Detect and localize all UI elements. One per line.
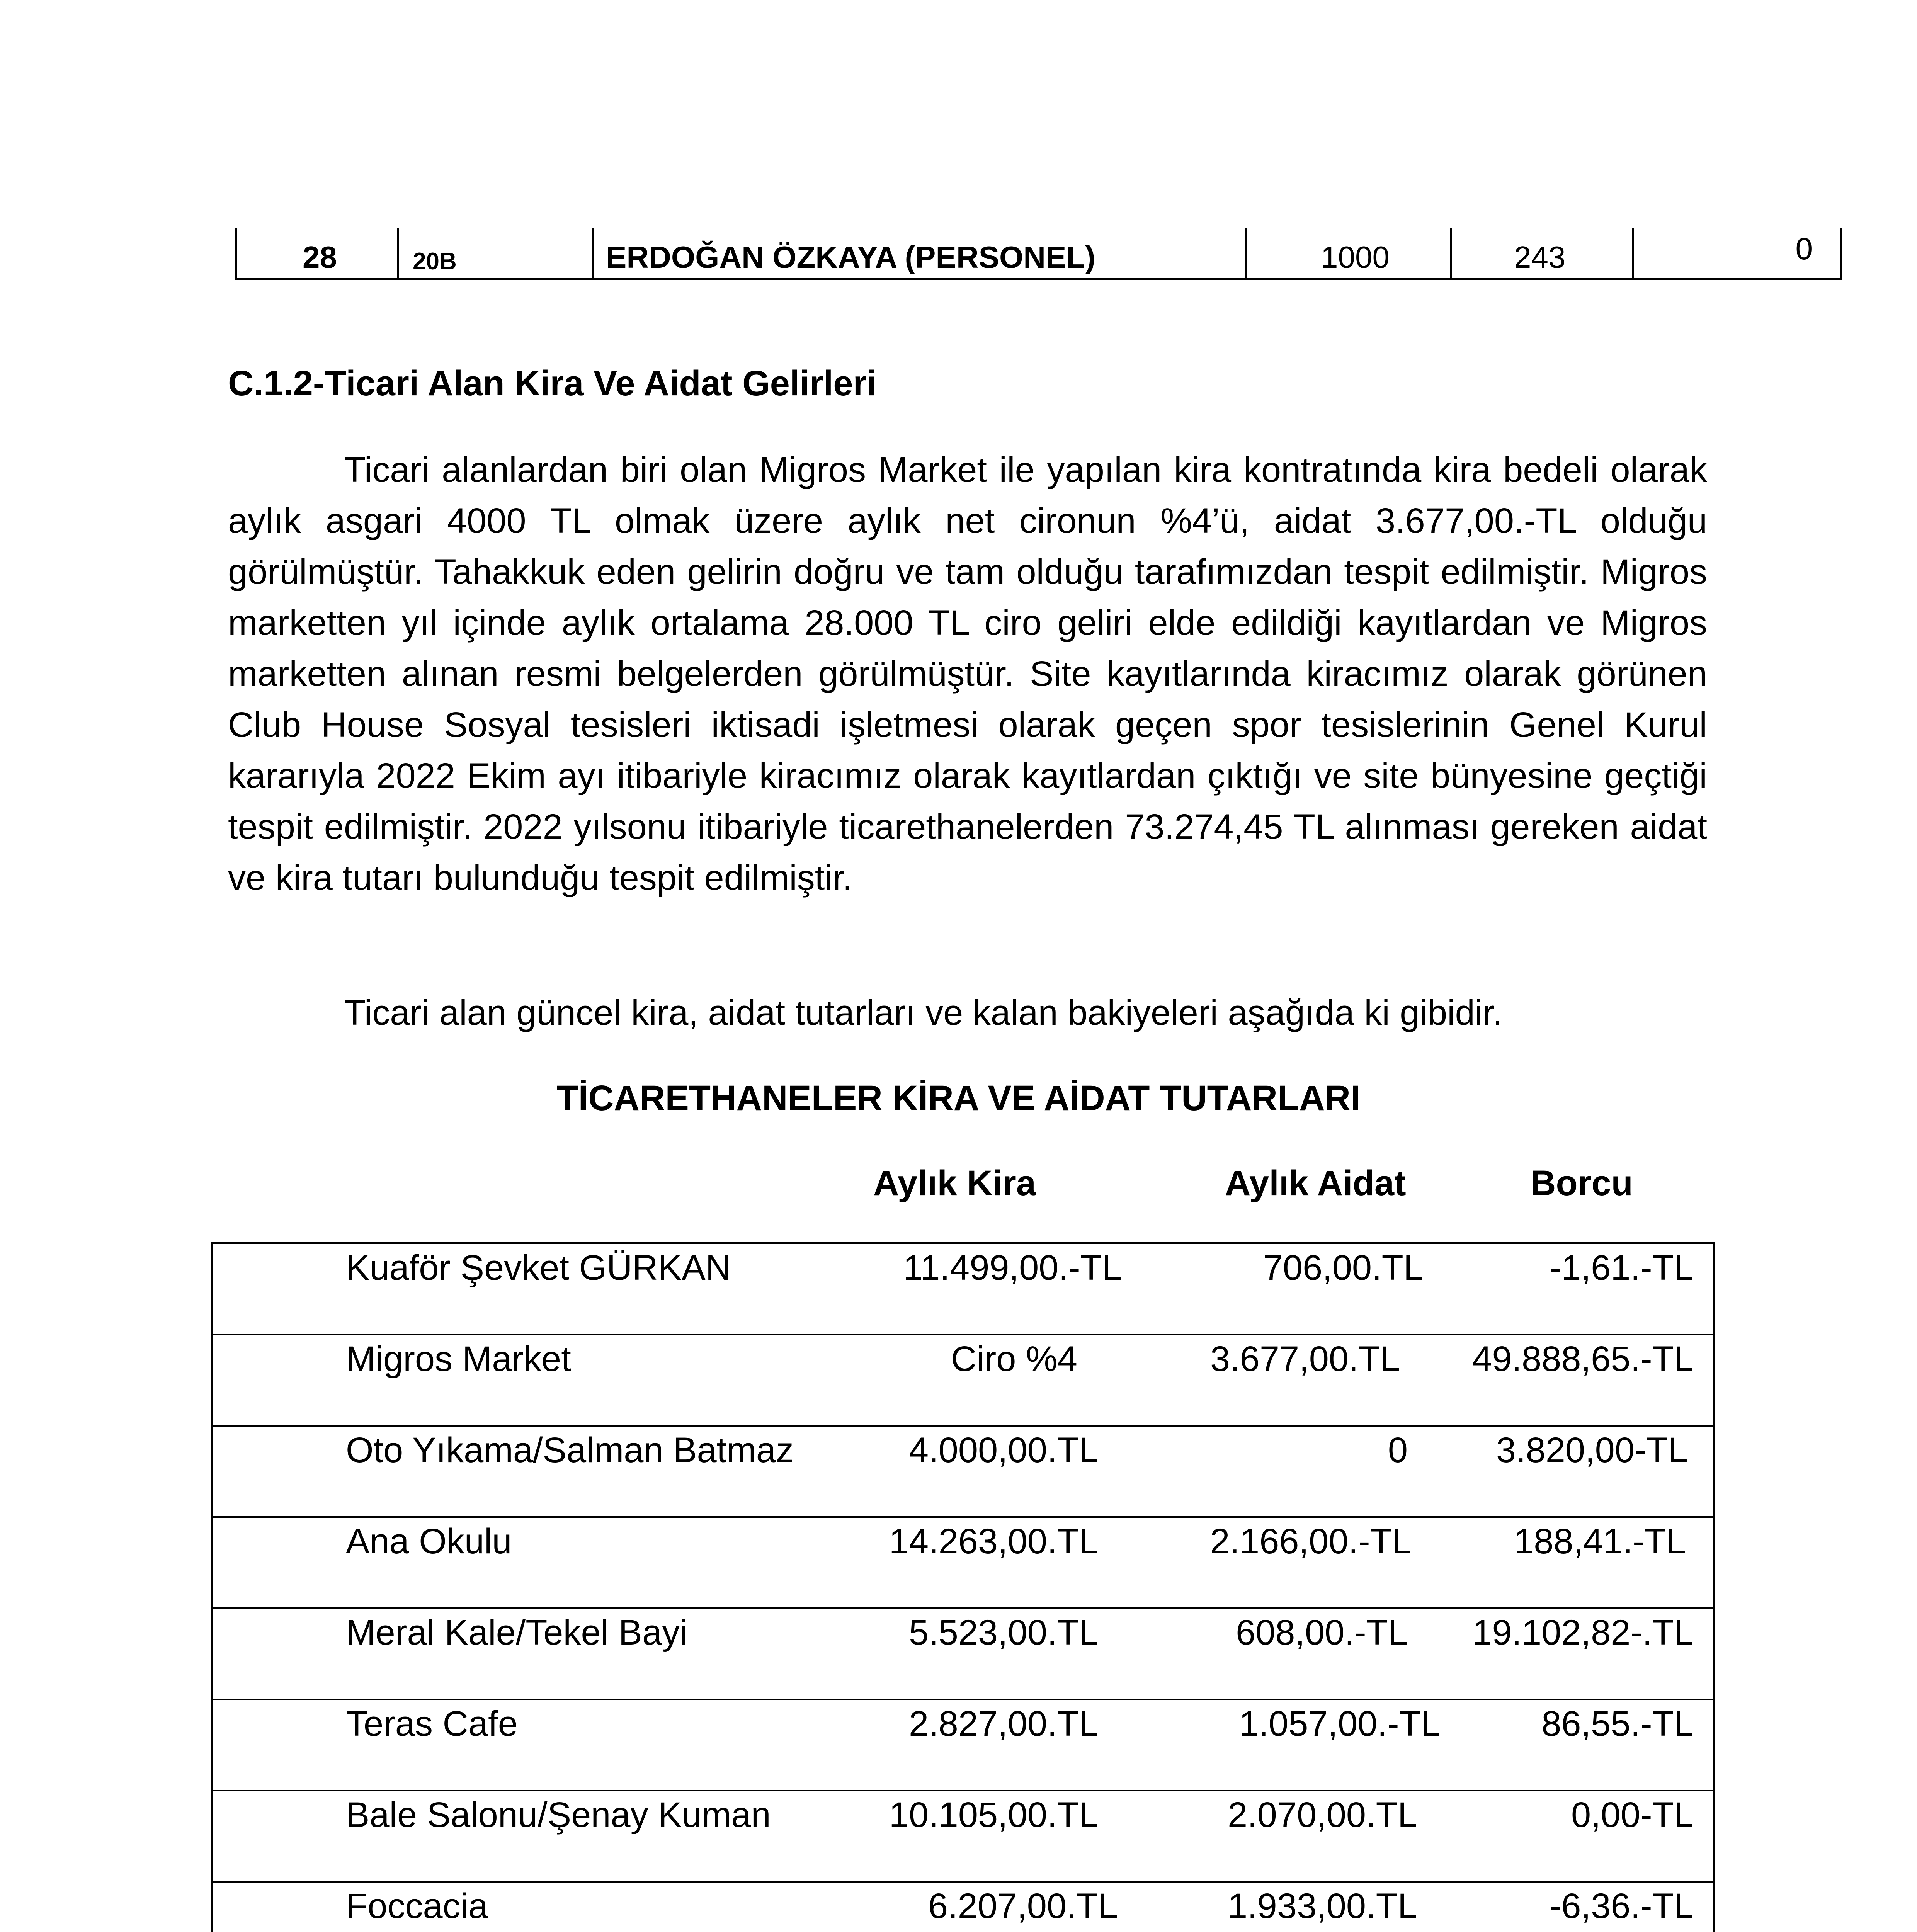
dues-value: 706,00.TL (1263, 1248, 1423, 1287)
rent-table (211, 1242, 1715, 1932)
dues-value: 608,00.-TL (1236, 1613, 1408, 1652)
debt-value: -1,61.-TL (1549, 1248, 1694, 1287)
dues-value: 3.677,00.TL (1210, 1339, 1400, 1379)
dues-value: 1.057,00.-TL (1239, 1704, 1441, 1743)
header-debt: Borcu (1530, 1163, 1633, 1203)
tenant-name: Teras Cafe (346, 1704, 518, 1743)
table-row (213, 1427, 1713, 1518)
debt-value: -6,36.-TL (1549, 1886, 1694, 1926)
debt-value: 86,55.-TL (1541, 1704, 1694, 1743)
rent-value: Ciro %4 (951, 1339, 1077, 1379)
dues-value: 0 (1388, 1430, 1408, 1470)
rent-value: 10.105,00.TL (889, 1795, 1099, 1835)
value-3: 0 (1795, 231, 1813, 266)
header-monthly-dues: Aylık Aidat (1225, 1163, 1406, 1203)
dues-value: 2.070,00.TL (1227, 1795, 1417, 1835)
table-row (213, 1244, 1713, 1335)
rent-value: 4.000,00.TL (908, 1430, 1099, 1470)
value-2: 243 (1514, 240, 1566, 274)
debt-value: 188,41.-TL (1514, 1522, 1686, 1561)
rent-value: 5.523,00.TL (908, 1613, 1099, 1652)
cell-no (235, 228, 397, 278)
tenant-name: Kuaför Şevket GÜRKAN (346, 1248, 731, 1287)
section-heading-c12: C.1.2-Ticari Alan Kira Ve Aidat Gelirleri (228, 364, 877, 403)
rent-table-title: TİCARETHANELER KİRA VE AİDAT TUTARLARI (556, 1078, 1361, 1118)
table-row (213, 1518, 1713, 1609)
unit-number: 20B (413, 248, 457, 275)
debt-value: 3.820,00-TL (1496, 1430, 1688, 1470)
paragraph-c12-intro-table: Ticari alan güncel kira, aidat tutarları ve kalan bakiyeleri aşağıda ki gibidir. (344, 993, 1503, 1032)
debt-value: 19.102,82-.TL (1472, 1613, 1694, 1652)
header-monthly-rent: Aylık Kira (873, 1163, 1036, 1203)
person-name: ERDOĞAN ÖZKAYA (PERSONEL) (606, 240, 1095, 274)
rent-value: 6.207,00.TL (928, 1886, 1118, 1926)
table-row (213, 1609, 1713, 1700)
value-1: 1000 (1321, 240, 1390, 274)
table-row (213, 1335, 1713, 1427)
row-number: 28 (303, 240, 337, 274)
paragraph-c12-main: Ticari alanlardan biri olan Migros Market ile yapılan kira kontratında kira bedeli olarak aylık asgari 4000 TL olmak üzere aylık net cironun %4’ü, aidat 3.677,00.-TL olduğu görülmüştür. Tahakkuk eden gelirin doğru ve tam olduğu tarafımızdan tespit edilmiştir. Migros marketten yıl içinde aylık ortalama 28.000 TL ciro geliri elde edildiği kayıtlardan ve Migros marketten alınan resmi belgelerden görülmüştür. Site kayıtlarında kiracımız olarak görünen Club House Sosyal tesisleri iktisadi işletmesi olarak geçen spor tesislerinin Genel Kurul kararıyla 2022 Ekim ayı itibariyle kiracımız olarak kayıtlardan çıktığı ve site bünyesine geçtiği tespit edilmiştir. 2022 yılsonu itibariyle ticarethanelerden 73.274,45 TL alınması gereken aidat ve kira tutarı bulunduğu tespit edilmiştir. (228, 450, 1707, 898)
tenant-name: Migros Market (346, 1339, 571, 1379)
rent-value: 2.827,00.TL (908, 1704, 1099, 1743)
rent-value: 11.499,00.-TL (903, 1248, 1122, 1287)
personnel-table-fragment (235, 228, 1842, 280)
cell-unit (397, 228, 592, 278)
tenant-name: Meral Kale/Tekel Bayi (346, 1613, 688, 1652)
tenant-name: Ana Okulu (346, 1522, 512, 1561)
tenant-name: Foccacia (346, 1886, 488, 1926)
cell-value1 (1245, 228, 1450, 278)
cell-value3 (1632, 228, 1842, 278)
tenant-name: Bale Salonu/Şenay Kuman (346, 1795, 771, 1835)
dues-value: 1.933,00.TL (1227, 1886, 1417, 1926)
table-row (213, 1883, 1713, 1932)
table-row (213, 1700, 1713, 1791)
rent-value: 14.263,00.TL (889, 1522, 1099, 1561)
table-row (213, 1791, 1713, 1883)
cell-name (592, 228, 1245, 278)
debt-value: 49.888,65.-TL (1472, 1339, 1694, 1379)
dues-value: 2.166,00.-TL (1210, 1522, 1412, 1561)
debt-value: 0,00-TL (1571, 1795, 1694, 1835)
tenant-name: Oto Yıkama/Salman Batmaz (346, 1430, 794, 1470)
cell-value2 (1450, 228, 1632, 278)
